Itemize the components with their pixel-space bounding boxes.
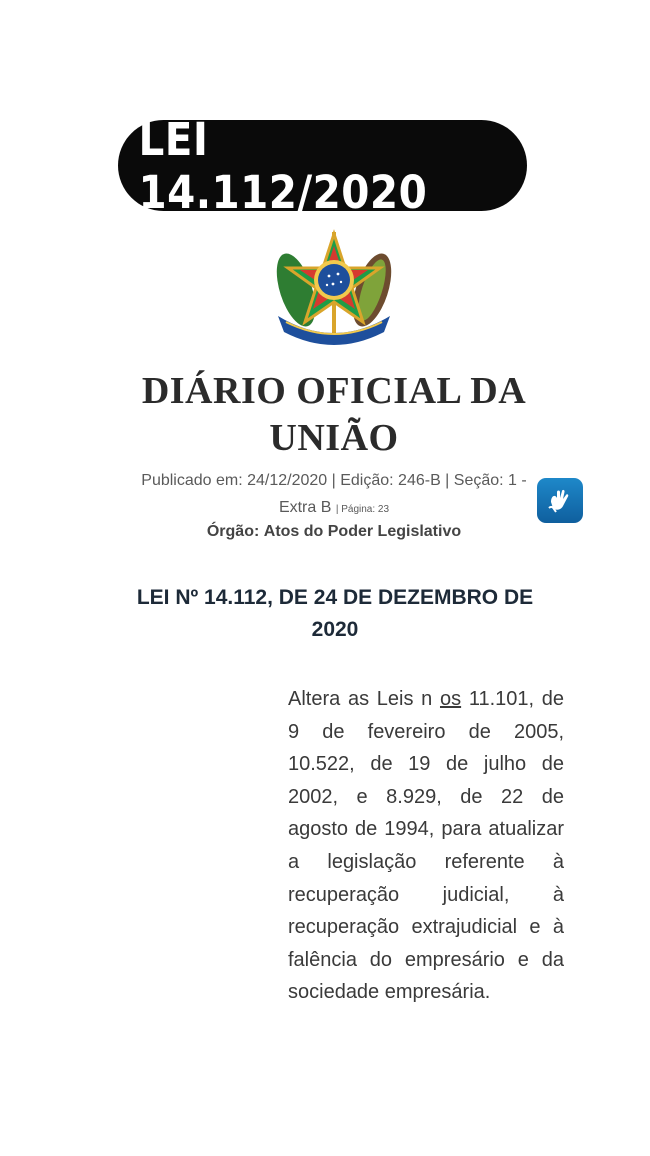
publication-page: | Página: 23 <box>335 504 390 515</box>
brazil-coat-of-arms-icon <box>272 228 396 350</box>
publication-line: Publicado em: 24/12/2020 | Edição: 246-B | Seção: 1 - <box>141 472 527 489</box>
law-summary-underlined: os <box>439 688 462 710</box>
issuing-body-value: Atos do Poder Legislativo <box>263 523 462 540</box>
gazette-title-line1: DIÁRIO OFICIAL DA <box>141 370 527 412</box>
law-heading-line1: LEI Nº 14.112, DE 24 DE DEZEMBRO DE <box>136 586 534 609</box>
accessibility-button[interactable] <box>537 478 583 523</box>
issuing-body-label: Órgão: <box>206 523 260 540</box>
publication-extra: Extra B <box>278 499 332 516</box>
law-summary-start: Altera as Leis n <box>288 688 433 710</box>
gazette-title-line2: UNIÃO <box>269 417 399 459</box>
law-summary <box>288 683 564 1009</box>
issuing-body <box>110 521 558 543</box>
law-summary-rest: 11.101, de 9 de fevereiro de 2005, 10.522, de 19 de julho de 2002, e 8.929, de 22 de agosto de 1994, para atualizar a legislação referente à recuperação judicial, à recuperação extrajudicial e à falência do empresário e da sociedade empresária. <box>288 688 564 1004</box>
gazette-title <box>60 368 608 462</box>
publication-info <box>110 467 558 523</box>
sign-language-hands-icon <box>545 486 575 516</box>
law-heading-line2: 2020 <box>311 618 359 641</box>
law-number-banner <box>118 112 527 219</box>
law-heading <box>100 582 570 646</box>
law-number-title: LEI 14.112/2020 <box>138 112 428 219</box>
